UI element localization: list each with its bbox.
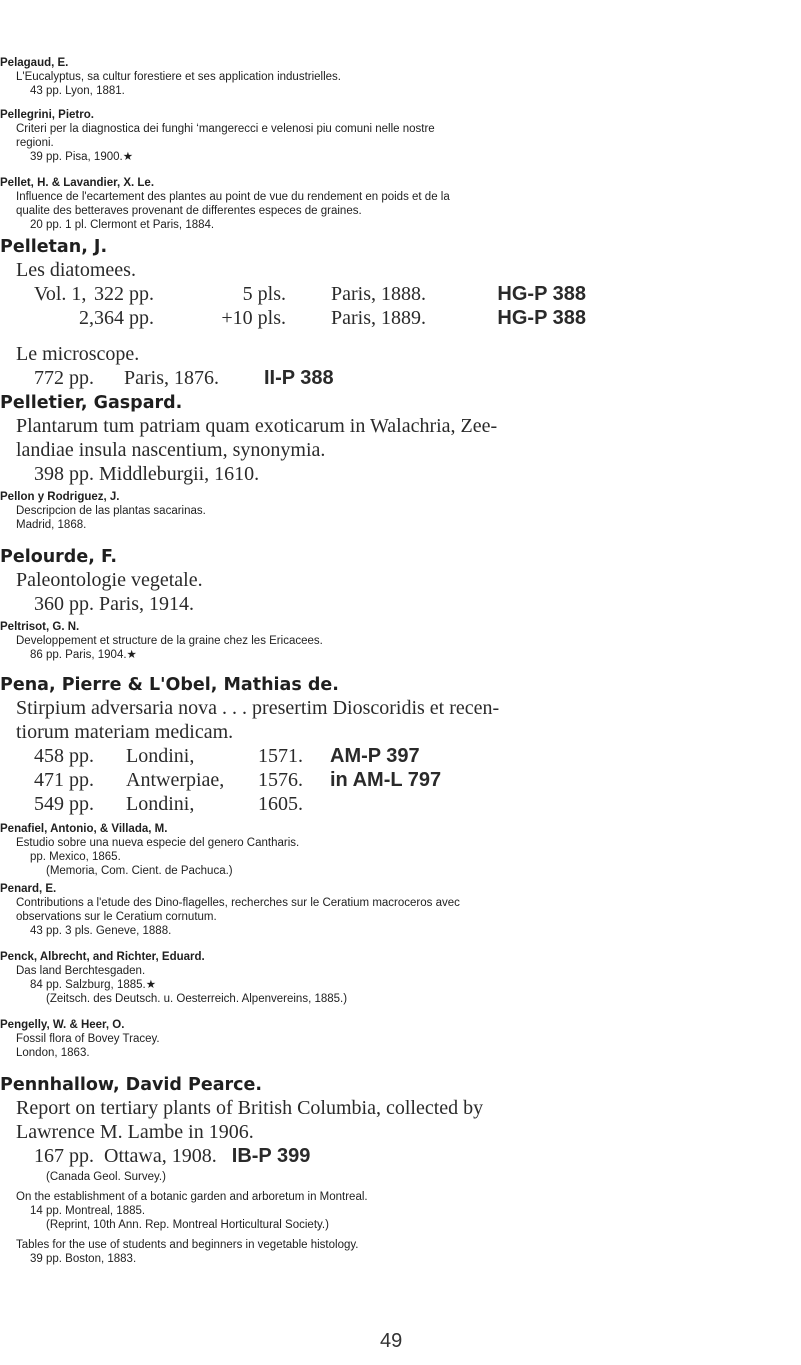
volume-row: 772 pp. Paris, 1876. II-P 388: [34, 367, 334, 389]
edition-row: 471 pp. Antwerpiae, 1576. in AM-L 797: [34, 769, 442, 791]
author-name: Pena, Pierre & L'Obel, Mathias de.: [0, 675, 339, 695]
entry-pellet: [0, 176, 780, 232]
title-line: Plantarum tum patriam quam exoticarum in Walachria, Zee-: [16, 415, 498, 437]
entry-pelletan: [0, 236, 780, 390]
pub-info: 39 pp. Boston, 1883.: [30, 1253, 137, 1265]
entry-peltrisot: [0, 620, 780, 662]
author-name: Pelagaud, E.: [0, 57, 69, 69]
title-line: regioni.: [16, 137, 54, 149]
title-line: qualite des betteraves provenant de differentes especes de graines.: [16, 205, 362, 217]
title-line: Les diatomees.: [16, 259, 136, 281]
author-name: Penck, Albrecht, and Richter, Eduard.: [0, 951, 205, 963]
title-line: Lawrence M. Lambe in 1906.: [16, 1121, 254, 1143]
title-line: Contributions a l'etude des Dino-flagelles, recherches sur le Ceratium macroceros avec: [16, 897, 460, 909]
pub-info: 398 pp. Middleburgii, 1610.: [34, 463, 260, 485]
author-name: Pellon y Rodriguez, J.: [0, 491, 120, 503]
title-line: Criteri per la diagnostica dei funghi ‘mangerecci e velenosi piu comuni nelle nostre: [16, 123, 435, 135]
title-line: Paleontologie vegetale.: [16, 569, 203, 591]
pub-info: 20 pp. 1 pl. Clermont et Paris, 1884.: [30, 219, 215, 231]
pub-info: 360 pp. Paris, 1914.: [34, 593, 194, 615]
title-line: observations sur le Ceratium cornutum.: [16, 911, 217, 923]
author-name: Pelletan, J.: [0, 237, 108, 257]
page-number: 49: [380, 1330, 403, 1352]
title-line: Developpement et structure de la graine chez les Ericacees.: [16, 635, 323, 647]
pub-info: 43 pp. 3 pls. Geneve, 1888.: [30, 925, 172, 937]
entry-pelletier: [0, 392, 780, 486]
volume-row: 2,364 pp. +10 pls. Paris, 1889. HG-P 388: [79, 307, 586, 329]
pub-info: 43 pp. Lyon, 1881.: [30, 85, 125, 97]
author-name: Pelletier, Gaspard.: [0, 393, 183, 413]
pub-info: 14 pp. Montreal, 1885.: [30, 1205, 146, 1217]
title-line: Estudio sobre una nueva especie del genero Cantharis.: [16, 837, 300, 849]
entry-pennhallow: [0, 1074, 780, 1266]
entry-penafiel: [0, 822, 780, 878]
pub-info: 167 pp. Ottawa, 1908. IB-P 399: [34, 1145, 311, 1167]
entry-pelourde: [0, 546, 780, 616]
series-note: (Canada Geol. Survey.): [46, 1171, 166, 1183]
title-line: tiorum materiam medicam.: [16, 721, 234, 743]
pub-info: pp. Mexico, 1865.: [30, 851, 121, 863]
title-line: Stirpium adversaria nova . . . presertim Dioscoridis et recen-: [16, 697, 500, 719]
entry-penck: [0, 950, 780, 1006]
pub-info: Madrid, 1868.: [16, 519, 87, 531]
volume-row: Vol. 1, 322 pp. 5 pls. Paris, 1888. HG-P 388: [34, 283, 586, 305]
author-name: Pennhallow, David Pearce.: [0, 1075, 263, 1095]
author-name: Pellegrini, Pietro.: [0, 109, 94, 121]
title-line: Le microscope.: [16, 343, 140, 365]
author-name: Pelourde, F.: [0, 547, 117, 567]
entry-pena: [0, 674, 780, 816]
entry-pellon: [0, 490, 780, 532]
author-name: Penafiel, Antonio, & Villada, M.: [0, 823, 168, 835]
entry-pellegrini: [0, 108, 780, 164]
title-line: Das land Berchtesgaden.: [16, 965, 146, 977]
author-name: Peltrisot, G. N.: [0, 621, 80, 633]
title-line: Tables for the use of students and beginners in vegetable histology.: [16, 1239, 359, 1251]
title-line: Influence de l'ecartement des plantes au point de vue du rendement en poids et de la: [16, 191, 450, 203]
title-line: Fossil flora of Bovey Tracey.: [16, 1033, 160, 1045]
pub-info: 84 pp. Salzburg, 1885.★: [30, 979, 157, 991]
title-line: On the establishment of a botanic garden and arboretum in Montreal.: [16, 1191, 368, 1203]
entry-pengelly: [0, 1018, 780, 1060]
author-name: Penard, E.: [0, 883, 57, 895]
entry-pelagaud: [0, 56, 780, 98]
series-note: (Zeitsch. des Deutsch. u. Oesterreich. Alpenvereins, 1885.): [46, 993, 348, 1005]
title-line: landiae insula nascentium, synonymia.: [16, 439, 326, 461]
author-name: Pengelly, W. & Heer, O.: [0, 1019, 125, 1031]
pub-info: 86 pp. Paris, 1904.★: [30, 649, 137, 661]
edition-row: 549 pp. Londini, 1605.: [34, 793, 303, 815]
edition-row: 458 pp. Londini, 1571. AM-P 397: [34, 745, 420, 767]
title-line: L'Eucalyptus, sa cultur forestiere et ses application industrielles.: [16, 71, 341, 83]
title-line: Report on tertiary plants of British Columbia, collected by: [16, 1097, 484, 1119]
series-note: (Memoria, Com. Cient. de Pachuca.): [46, 865, 233, 877]
pub-info: London, 1863.: [16, 1047, 90, 1059]
author-name: Pellet, H. & Lavandier, X. Le.: [0, 177, 155, 189]
entry-penard: [0, 882, 780, 938]
series-note: (Reprint, 10th Ann. Rep. Montreal Horticultural Society.): [46, 1219, 329, 1231]
pub-info: 39 pp. Pisa, 1900.★: [30, 151, 134, 163]
title-line: Descripcion de las plantas sacarinas.: [16, 505, 206, 517]
